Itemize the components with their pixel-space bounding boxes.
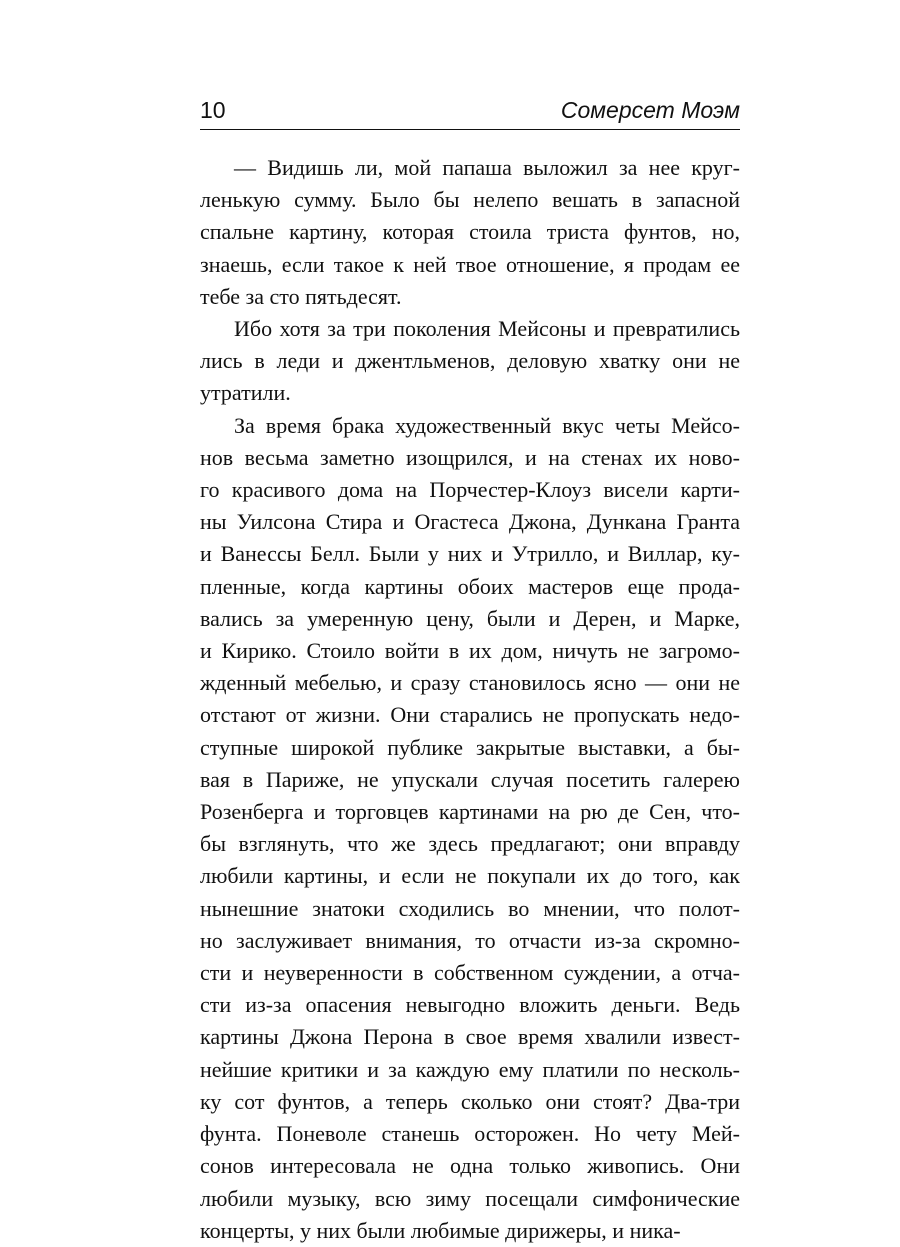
text-line: ку сот фунтов, а теперь сколько они стоят? Два-три bbox=[200, 1088, 740, 1114]
paragraph bbox=[200, 410, 740, 1247]
paragraph bbox=[200, 313, 740, 410]
text-line: нынешние знатоки сходились во мнении, что полот- bbox=[200, 895, 740, 921]
text-line: фунта. Поневоле станешь осторожен. Но чету Мей- bbox=[200, 1121, 740, 1147]
text-line: сонов интересовала не одна только живопись. Они bbox=[200, 1153, 740, 1179]
text-line: вая в Париже, не упускали случая посетить галерею bbox=[200, 766, 740, 792]
text-line: пленные, когда картины обоих мастеров еще прода- bbox=[200, 573, 740, 599]
text-line: го красивого дома на Порчестер-Клоуз висели карти- bbox=[200, 477, 740, 503]
text-line: За время брака художественный вкус четы Мейсо- bbox=[234, 412, 740, 438]
page-header bbox=[200, 96, 740, 130]
text-line: но заслуживает внимания, то отчасти из-за скромно- bbox=[200, 927, 740, 953]
text-line: бы взглянуть, что же здесь предлагают; они вправду bbox=[200, 831, 740, 857]
text-line: Ибо хотя за три поколения Мейсоны и превратились bbox=[234, 316, 740, 342]
paragraph bbox=[200, 152, 740, 313]
text-line: сти из-за опасения невыгодно вложить деньги. Ведь bbox=[200, 992, 740, 1018]
text-line: нейшие критики и за каждую ему платили по несколь- bbox=[200, 1056, 740, 1082]
text-line: отстают от жизни. Они старались не пропускать недо- bbox=[200, 702, 740, 728]
text-line: любили картины, и если не покупали их до того, как bbox=[200, 863, 740, 889]
text-line: вались за умеренную цену, были и Дерен, и Марке, bbox=[200, 605, 740, 631]
body-text bbox=[200, 152, 740, 1247]
page-number: 10 bbox=[200, 97, 226, 123]
text-line: ступные широкой публике закрытые выставки, а бы- bbox=[200, 734, 740, 760]
text-line: любили музыку, всю зиму посещали симфонические bbox=[200, 1185, 740, 1211]
text-line: ны Уилсона Стира и Огастеса Джона, Дункана Гранта bbox=[200, 509, 740, 535]
text-line: — Видишь ли, мой папаша выложил за нее круг- bbox=[234, 155, 740, 180]
text-line: и Ванессы Белл. Были у них и Утрилло, и Виллар, ку- bbox=[200, 541, 740, 567]
text-line: лись в леди и джентльменов, деловую хватку они не bbox=[200, 348, 740, 374]
text-line: спальне картину, которая стоила триста фунтов, но, bbox=[200, 219, 740, 245]
text-line: картины Джона Перона в свое время хвалили извест- bbox=[200, 1024, 740, 1050]
text-line: знаешь, если такое к ней твое отношение, я продам ее bbox=[200, 251, 740, 277]
text-line: нов весьма заметно изощрился, и на стенах их ново- bbox=[200, 444, 740, 470]
text-line: утратили. bbox=[200, 380, 291, 406]
text-line: жденный мебелью, и сразу становилось ясно — они не bbox=[200, 670, 740, 696]
text-line: Розенберга и торговцев картинами на рю де Сен, что- bbox=[200, 799, 740, 825]
text-line: сти и неуверенности в собственном суждении, а отча- bbox=[200, 960, 740, 986]
running-head-author: Сомерсет Моэм bbox=[560, 97, 740, 123]
text-line: ленькую сумму. Было бы нелепо вешать в запасной bbox=[200, 187, 740, 213]
text-line: и Кирико. Стоило войти в их дом, ничуть не загромо- bbox=[200, 638, 740, 664]
header-rule bbox=[200, 129, 740, 130]
text-line: концерты, у них были любимые дирижеры, и ника- bbox=[200, 1217, 681, 1243]
text-line: тебе за сто пятьдесят. bbox=[200, 283, 402, 309]
